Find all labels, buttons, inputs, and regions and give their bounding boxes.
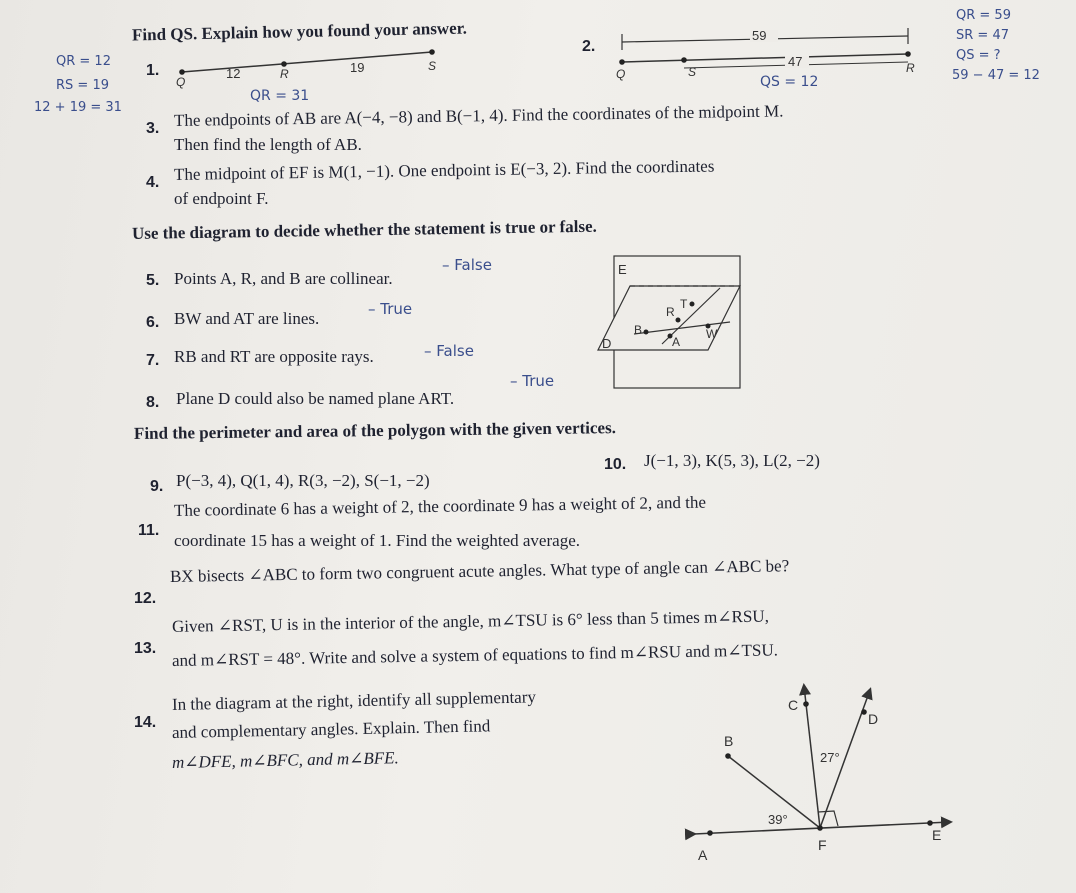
- problem-11-number: 11.: [138, 522, 160, 539]
- statement-5-answer: – False: [442, 256, 492, 274]
- point-q-label: Q: [176, 75, 186, 89]
- plane-d-label: D: [602, 336, 612, 351]
- problem-14-line3: m∠DFE, m∠BFC, and m∠BFE.: [171, 748, 400, 772]
- point-f-angle-dot: [817, 825, 823, 831]
- point-r2-dot: [905, 51, 911, 57]
- angle-39-label: 39°: [768, 812, 788, 827]
- statement-5-number: 5.: [146, 272, 160, 289]
- heading-true-false: Use the diagram to decide whether the statement is true or false.: [131, 216, 597, 243]
- point-w-label: W: [706, 327, 718, 341]
- statement-8-text: Plane D could also be named plane ART.: [176, 389, 455, 408]
- point-t-label: T: [680, 297, 688, 311]
- margin-note-qr: QR = 12: [56, 54, 111, 69]
- problem-12-text: BX bisects ∠ABC to form two congruent acute angles. What type of angle can ∠ABC be?: [169, 556, 790, 586]
- problem-14-line1: In the diagram at the right, identify all supplementary: [171, 687, 537, 714]
- problem-13-number: 13.: [134, 640, 157, 657]
- problem-10-text: J(−1, 3), K(5, 3), L(2, −2): [644, 451, 820, 470]
- point-r-label: R: [280, 67, 289, 81]
- point-s2-label: S: [688, 65, 697, 79]
- problem-13-line1: Given ∠RST, U is in the interior of the angle, m∠TSU is 6° less than 5 times m∠RSU,: [171, 606, 770, 636]
- segment-diagram-2: [600, 20, 940, 90]
- point-q2-dot: [619, 59, 625, 65]
- problem-14-line2: and complementary angles. Explain. Then find: [171, 716, 491, 742]
- statement-6-answer: – True: [368, 300, 413, 318]
- margin-note-diff: 59 − 47 = 12: [952, 68, 1040, 83]
- point-f-angle-label: F: [818, 837, 827, 853]
- statement-8-number: 8.: [146, 394, 160, 411]
- problem-1-number: 1.: [146, 62, 160, 79]
- segment-qr-line: [622, 54, 908, 62]
- total-length-label: 59: [752, 28, 767, 43]
- statement-8-answer: – True: [510, 372, 555, 390]
- point-s-dot: [429, 49, 435, 55]
- point-e-angle-label: E: [932, 827, 942, 843]
- margin-note-rs: RS = 19: [56, 78, 109, 93]
- point-s-label: S: [428, 59, 437, 73]
- problem-13-line2: and m∠RST = 48°. Write and solve a system of equations to find m∠RSU and m∠TSU.: [171, 640, 779, 670]
- margin-note-sum: 12 + 19 = 31: [34, 100, 122, 115]
- answer-qs-12: QS = 12: [760, 74, 819, 90]
- problem-14-number: 14.: [134, 714, 157, 731]
- statement-5-text: Points A, R, and B are collinear.: [174, 269, 393, 288]
- point-a-angle-label: A: [698, 847, 708, 863]
- point-t-dot: [690, 302, 695, 307]
- point-r-dot: [281, 61, 287, 67]
- segment-rs-length: 19: [350, 60, 365, 75]
- problem-3-number: 3.: [146, 120, 160, 137]
- point-d-angle-dot: [861, 709, 867, 715]
- problem-11-line1: The coordinate 6 has a weight of 2, the coordinate 9 has a weight of 2, and the: [173, 492, 707, 520]
- ray-fc: [804, 686, 820, 828]
- margin-note-qr-59: QR = 59: [956, 8, 1011, 23]
- statement-7-answer: – False: [424, 342, 474, 360]
- point-s2-dot: [681, 57, 687, 63]
- angle-diagram: [680, 670, 970, 870]
- point-b-angle-label: B: [724, 733, 734, 749]
- point-d-angle-label: D: [868, 711, 879, 727]
- heading-find-qs: Find QS. Explain how you found your answer.: [131, 18, 468, 45]
- problem-2-number: 2.: [582, 38, 596, 55]
- problem-9-number: 9.: [150, 478, 164, 495]
- problem-3-line2: Then find the length of AB.: [174, 135, 362, 154]
- angle-27-label: 27°: [820, 750, 840, 765]
- problem-12-number: 12.: [134, 590, 157, 607]
- statement-6-text: BW and AT are lines.: [174, 309, 320, 328]
- problem-9-text: P(−3, 4), Q(1, 4), R(3, −2), S(−1, −2): [176, 471, 430, 490]
- point-r-label: R: [666, 305, 675, 319]
- point-b-angle-dot: [725, 753, 731, 759]
- plane-e-label: E: [618, 262, 627, 277]
- point-r-dot: [676, 318, 681, 323]
- point-r2-label: R: [906, 61, 915, 75]
- problem-4-line1: The midpoint of EF is M(1, −1). One endpoint is E(−3, 2). Find the coordinates: [173, 156, 715, 184]
- margin-note-sr-47: SR = 47: [956, 28, 1009, 43]
- point-b-label: B: [634, 323, 643, 337]
- point-e-angle-dot: [927, 820, 933, 826]
- statement-6-number: 6.: [146, 314, 160, 331]
- point-c-angle-label: C: [788, 697, 799, 713]
- point-c-angle-dot: [803, 701, 809, 707]
- statement-7-text: RB and RT are opposite rays.: [174, 347, 374, 366]
- segment-diagram-1: [160, 40, 460, 90]
- point-a-label: A: [672, 335, 681, 349]
- answer-qr-31: QR = 31: [250, 88, 310, 104]
- point-a-angle-dot: [707, 830, 713, 836]
- problem-3-line1: The endpoints of AB are A(−4, −8) and B(−1, 4). Find the coordinates of the midpoint M.: [173, 101, 784, 130]
- part-length-label: 47: [788, 54, 803, 69]
- point-b-dot: [644, 330, 649, 335]
- problem-4-line2: of endpoint F.: [174, 189, 269, 208]
- margin-note-qs: QS = ?: [956, 48, 1001, 63]
- point-q2-label: Q: [616, 67, 626, 81]
- segment-qr-length: 12: [226, 66, 241, 81]
- heading-perimeter-area: Find the perimeter and area of the polygon with the given vertices.: [133, 418, 617, 443]
- plane-diagram: [580, 250, 750, 396]
- problem-4-number: 4.: [146, 174, 160, 191]
- statement-7-number: 7.: [146, 352, 160, 369]
- segment-qs-line: [182, 52, 432, 72]
- problem-11-line2: coordinate 15 has a weight of 1. Find the weighted average.: [174, 531, 580, 550]
- problem-10-number: 10.: [604, 456, 627, 473]
- point-q-dot: [179, 69, 185, 75]
